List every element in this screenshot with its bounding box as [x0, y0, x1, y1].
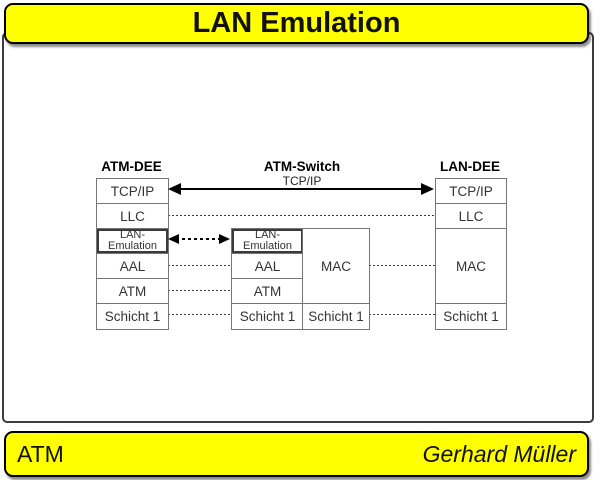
dashed-connector-llc — [168, 215, 435, 216]
header-atm-switch: ATM-Switch — [263, 159, 341, 174]
box-atm-dee-tcpip: TCP/IP — [97, 179, 168, 204]
dashed-connector-aal-left — [168, 265, 231, 266]
box-lan-dee-mac: MAC — [436, 229, 506, 304]
box-lan-dee-tcpip: TCP/IP — [436, 179, 506, 204]
column-atm-switch-atm-side — [231, 228, 304, 330]
dashed-connector-schicht1-right — [369, 314, 435, 315]
lan-emulation-arrow-line — [176, 238, 222, 240]
column-atm-dee — [96, 178, 169, 330]
box-atm-dee-atm: ATM — [97, 279, 168, 304]
footer-topic: ATM — [17, 440, 64, 467]
header-atm-dee: ATM-DEE — [101, 159, 162, 174]
box-atm-switch-mac: MAC — [303, 229, 369, 304]
column-atm-switch-lan-side — [302, 228, 370, 330]
footer-bar — [4, 431, 589, 477]
box-atm-switch-atm: ATM — [232, 279, 303, 304]
tcpip-arrow — [168, 183, 434, 195]
title-bar — [4, 3, 589, 44]
dashed-connector-schicht1-left — [168, 314, 231, 315]
page-title: LAN Emulation — [192, 7, 401, 39]
box-atm-switch-aal: AAL — [232, 254, 303, 279]
lan-emulation-arrow — [168, 234, 230, 244]
box-atm-switch-schicht1: Schicht 1 — [239, 309, 296, 324]
box-atm-switch-lan-emulation: LAN-Emulation — [232, 229, 303, 254]
tcpip-arrow-line — [179, 188, 423, 190]
box-lan-dee-schicht1: Schicht 1 — [443, 309, 499, 324]
header-lan-dee: LAN-DEE — [440, 159, 500, 174]
box-atm-dee-llc: LLC — [97, 204, 168, 229]
tcpip-link-label: TCP/IP — [282, 174, 322, 188]
box-lan-dee-llc: LLC — [436, 204, 506, 229]
arrowhead-right-icon — [219, 234, 230, 244]
box-atm-dee-aal: AAL — [97, 254, 168, 279]
footer-author: Gerhard Müller — [422, 440, 576, 467]
arrowhead-right-icon — [421, 183, 434, 195]
box-atm-dee-lan-emulation: LAN-Emulation — [97, 229, 168, 254]
column-lan-dee — [435, 178, 507, 330]
dashed-connector-atm — [168, 290, 231, 291]
box-atm-dee-schicht1: Schicht 1 — [104, 309, 161, 324]
dashed-connector-mac — [369, 265, 435, 266]
box-atm-switch-mac-schicht1: Schicht 1 — [308, 309, 364, 324]
